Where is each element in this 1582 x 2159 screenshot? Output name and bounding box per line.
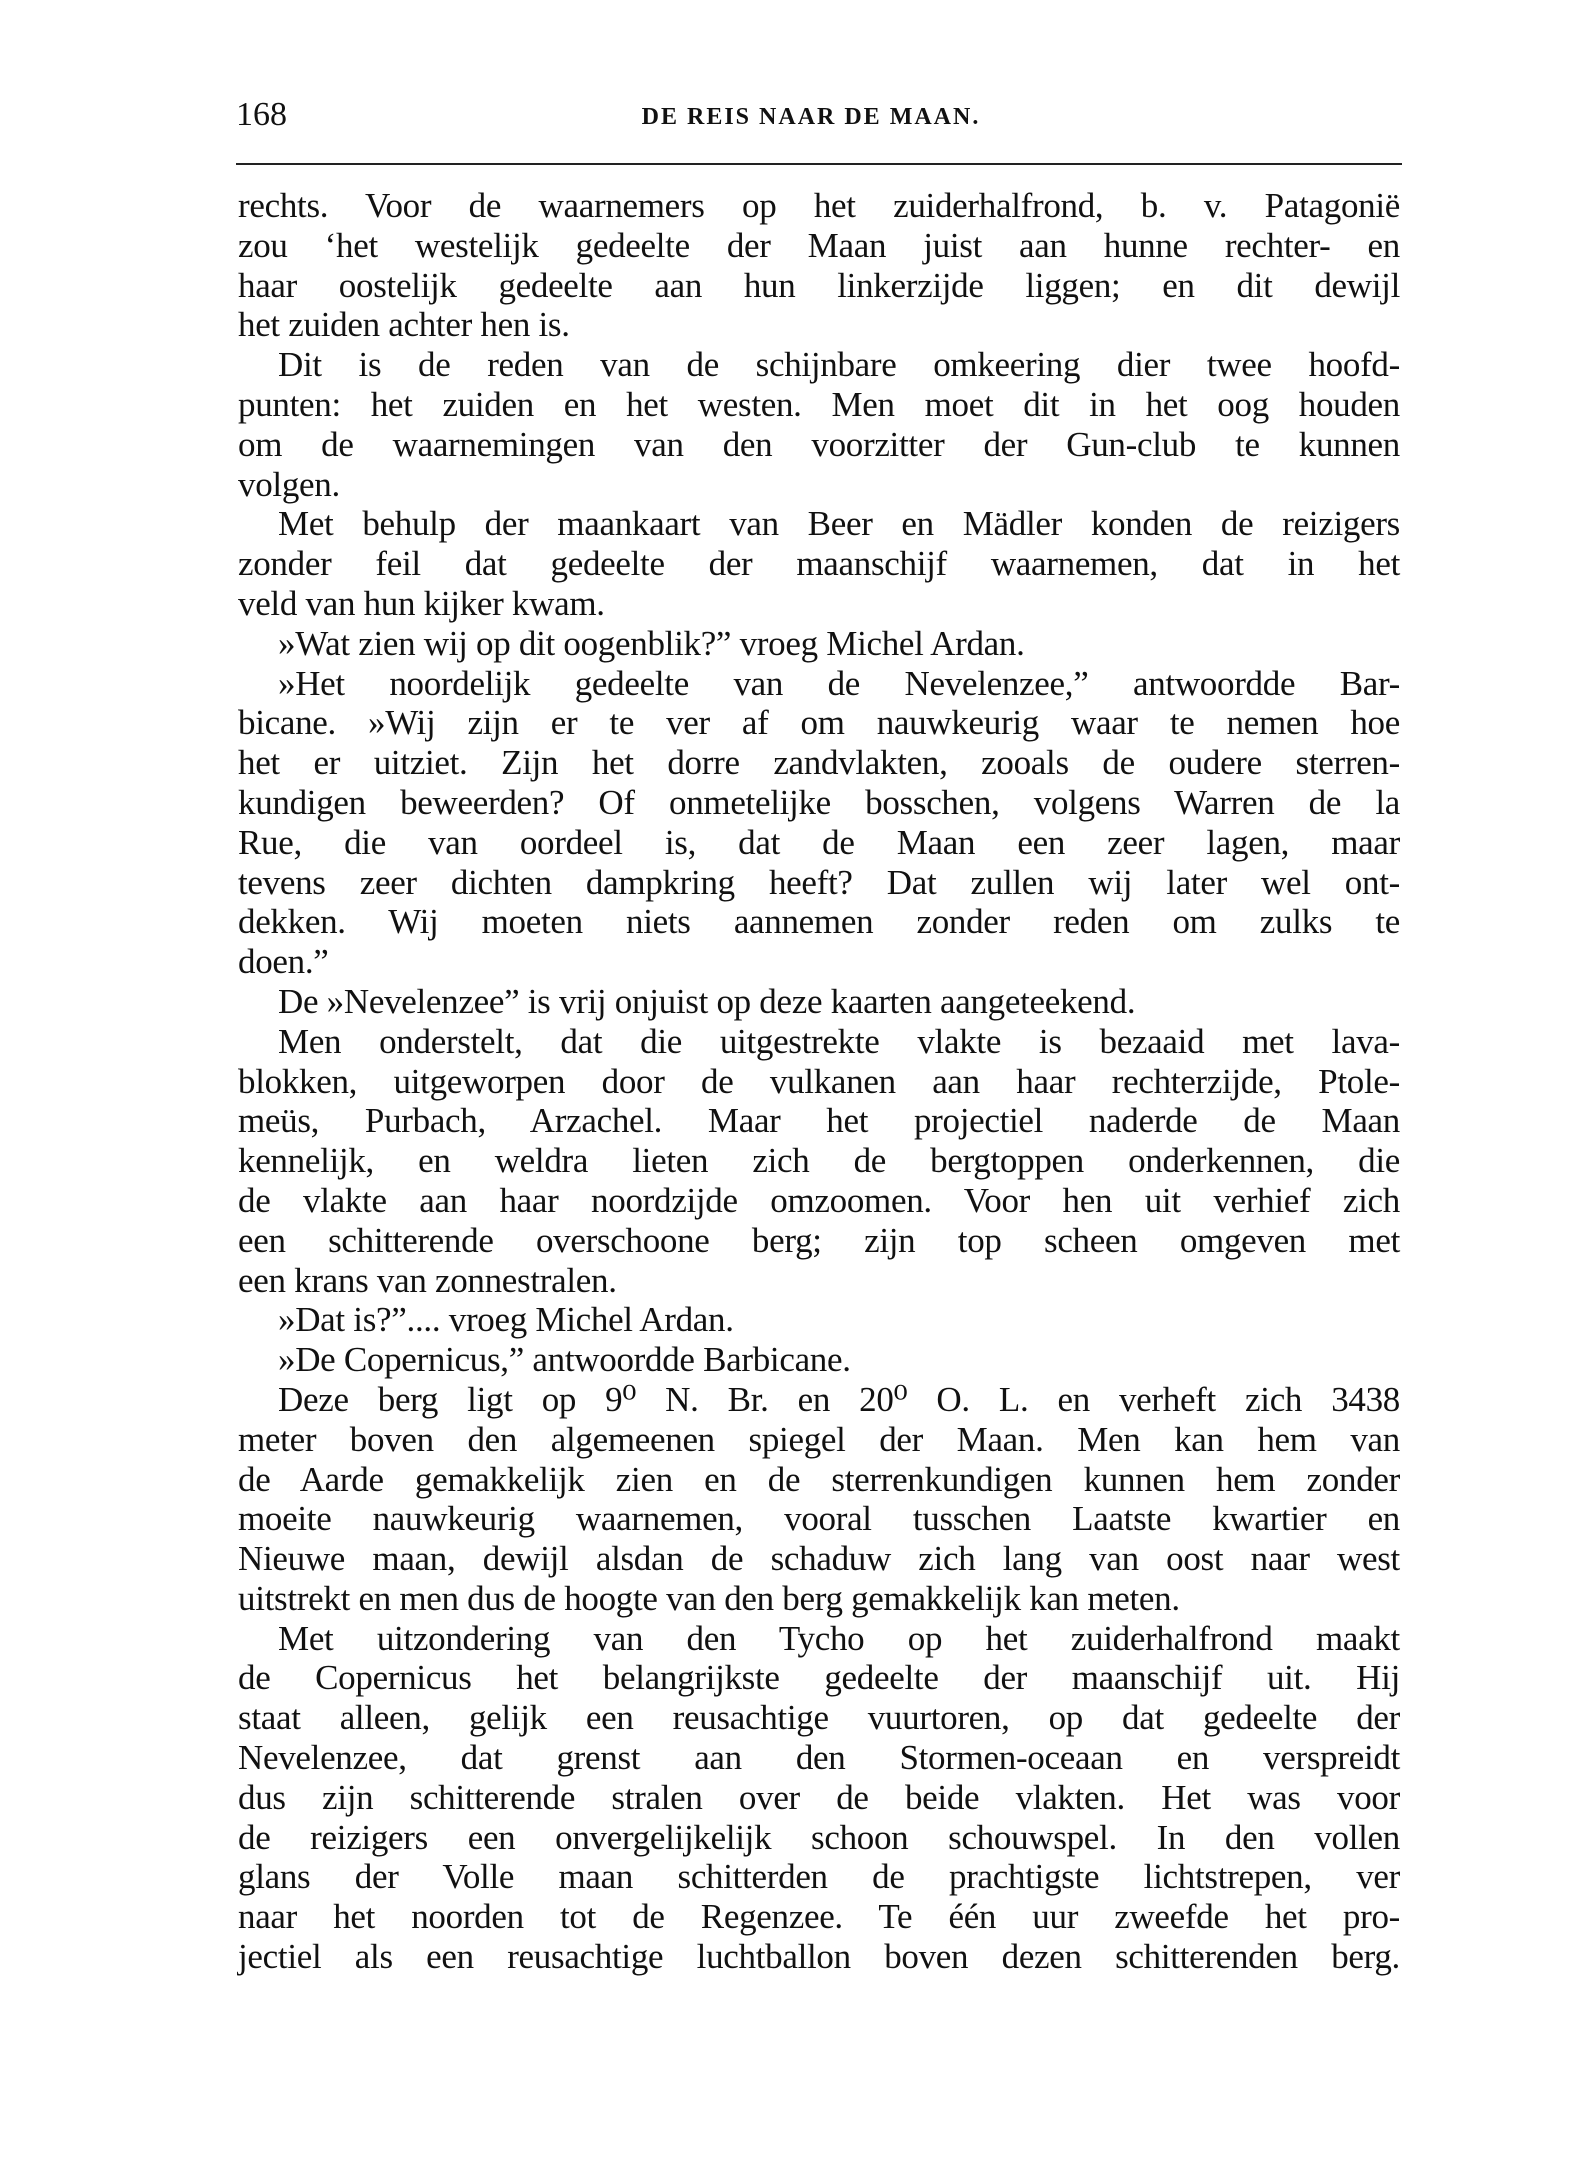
- text-line: glans der Volle maan schitterden de prachtigste lichtstrepen, ver: [238, 1857, 1400, 1897]
- header-rule: [236, 163, 1402, 165]
- text-line: »Dat is?”.... vroeg Michel Ardan.: [278, 1300, 734, 1340]
- text-line: kennelijk, en weldra lieten zich de bergtoppen onderkennen, die: [238, 1141, 1400, 1181]
- text-line: de vlakte aan haar noordzijde omzoomen. Voor hen uit verhief zich: [238, 1180, 1400, 1220]
- text-line: dus zijn schitterende stralen over de beide vlakten. Het was voor: [238, 1777, 1400, 1817]
- text-line: De »Nevelenzee” is vrij onjuist op deze kaarten aangeteekend.: [278, 981, 1136, 1021]
- text-line: Dit is de reden van de schijnbare omkeering dier twee hoofd-: [278, 345, 1400, 385]
- text-line: Met uitzondering van den Tycho op het zuiderhalfrond maakt: [278, 1618, 1400, 1658]
- text-line: bicane. »Wij zijn er te ver af om nauwkeurig waar te nemen hoe: [238, 703, 1400, 743]
- text-line: Deze berg ligt op 9⁰ N. Br. en 20⁰ O. L. en verheft zich 3438: [278, 1379, 1400, 1419]
- text-line: tevens zeer dichten dampkring heeft? Dat zullen wij later wel ont-: [238, 862, 1400, 902]
- text-line: de Aarde gemakkelijk zien en de sterrenkundigen kunnen hem zonder: [238, 1459, 1400, 1499]
- text-line: haar oostelijk gedeelte aan hun linkerzijde liggen; en dit dewijl: [238, 265, 1400, 305]
- text-line: doen.”: [238, 942, 329, 982]
- text-line: blokken, uitgeworpen door de vulkanen aan haar rechterzijde, Ptole-: [238, 1061, 1400, 1101]
- text-line: naar het noorden tot de Regenzee. Te één uur zweefde het pro-: [238, 1897, 1400, 1937]
- text-line: meüs, Purbach, Arzachel. Maar het projectiel naderde de Maan: [238, 1101, 1400, 1141]
- text-line: punten: het zuiden en het westen. Men moet dit in het oog houden: [238, 384, 1400, 424]
- text-line: Nieuwe maan, dewijl alsdan de schaduw zich lang van oost naar west: [238, 1539, 1400, 1579]
- text-line: Nevelenzee, dat grenst aan den Stormen-oceaan en verspreidt: [238, 1738, 1400, 1778]
- text-line: staat alleen, gelijk een reusachtige vuurtoren, op dat gedeelte der: [238, 1698, 1400, 1738]
- text-line: Rue, die van oordeel is, dat de Maan een zeer lagen, maar: [238, 822, 1400, 862]
- running-title: DE REIS NAAR DE MAAN.: [641, 104, 981, 130]
- text-line: het er uitziet. Zijn het dorre zandvlakten, zooals de oudere sterren-: [238, 743, 1400, 783]
- text-line: dekken. Wij moeten niets aannemen zonder reden om zulks te: [238, 902, 1400, 942]
- text-line: Men onderstelt, dat die uitgestrekte vlakte is bezaaid met lava-: [278, 1021, 1400, 1061]
- text-line: een schitterende overschoone berg; zijn top scheen omgeven met: [238, 1220, 1400, 1260]
- text-line: uitstrekt en men dus de hoogte van den berg gemakkelijk kan meten.: [238, 1578, 1180, 1618]
- text-line: meter boven den algemeenen spiegel der Maan. Men kan hem van: [238, 1419, 1400, 1459]
- text-line: moeite nauwkeurig waarnemen, vooral tusschen Laatste kwartier en: [238, 1499, 1400, 1539]
- text-line: zou ‘het westelijk gedeelte der Maan juist aan hunne rechter- en: [238, 225, 1400, 265]
- text-line: kundigen beweerden? Of onmetelijke bosschen, volgens Warren de la: [238, 782, 1400, 822]
- text-line: de reizigers een onvergelijkelijk schoon schouwspel. In den vollen: [238, 1817, 1400, 1857]
- text-line: volgen.: [238, 464, 340, 504]
- text-line: jectiel als een reusachtige luchtballon boven dezen schitterenden berg.: [238, 1937, 1400, 1977]
- body-text: [238, 186, 1400, 1977]
- text-line: zonder feil dat gedeelte der maanschijf waarnemen, dat in het: [238, 544, 1400, 584]
- text-line: »Wat zien wij op dit oogenblik?” vroeg Michel Ardan.: [278, 623, 1025, 663]
- text-line: om de waarnemingen van den voorzitter der Gun-club te kunnen: [238, 424, 1400, 464]
- text-line: rechts. Voor de waarnemers op het zuiderhalfrond, b. v. Patagonië: [238, 186, 1400, 225]
- text-line: Met behulp der maankaart van Beer en Mädler konden de reizigers: [278, 504, 1400, 544]
- text-line: het zuiden achter hen is.: [238, 305, 570, 345]
- text-line: »De Copernicus,” antwoordde Barbicane.: [278, 1340, 851, 1380]
- text-line: »Het noordelijk gedeelte van de Nevelenzee,” antwoordde Bar-: [278, 663, 1400, 703]
- page-number: 168: [236, 96, 287, 133]
- text-line: een krans van zonnestralen.: [238, 1260, 617, 1300]
- text-line: de Copernicus het belangrijkste gedeelte der maanschijf uit. Hij: [238, 1658, 1400, 1698]
- text-line: veld van hun kijker kwam.: [238, 583, 605, 623]
